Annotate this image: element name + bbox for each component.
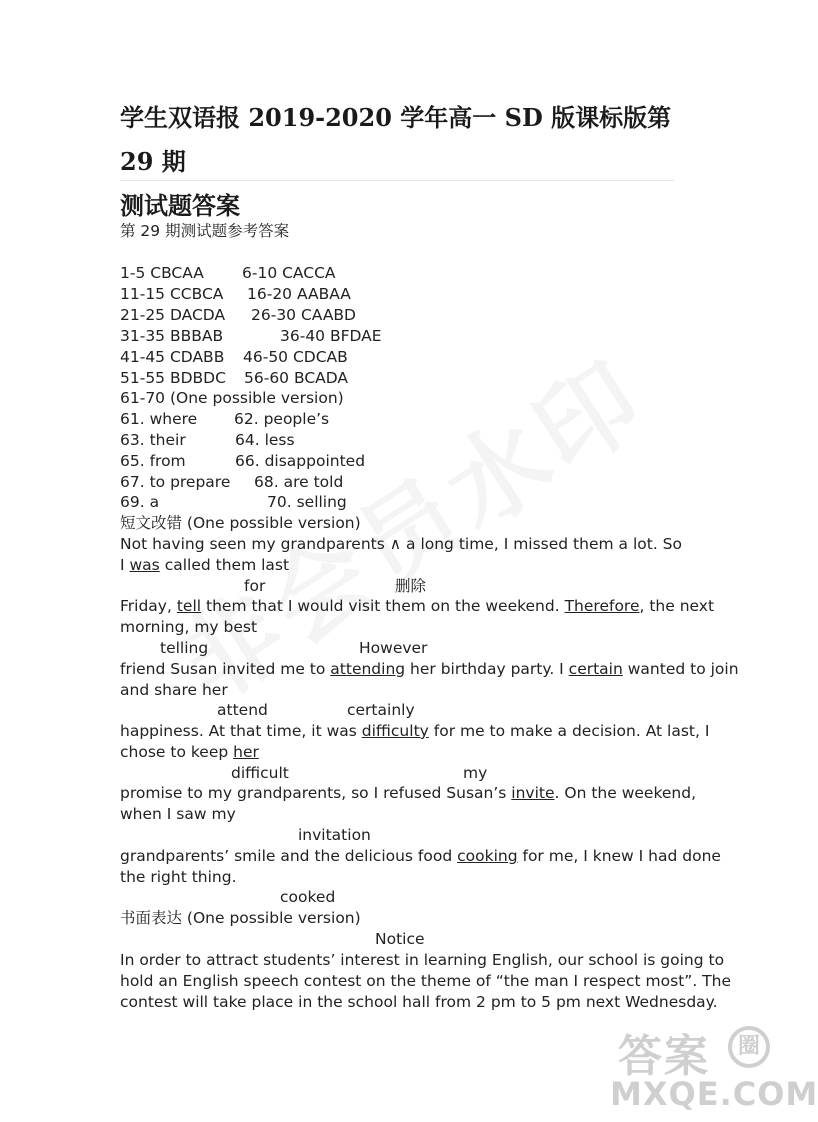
correction-line: morning, my best: [120, 618, 258, 636]
error-word: Therefore: [564, 597, 640, 615]
error-word: was: [129, 556, 160, 574]
answer-row: 31-35 BBBAB 36-40 BFDAE: [120, 327, 382, 345]
correction-fix-line: cooked: [280, 888, 336, 906]
page-title: [120, 96, 680, 228]
error-word: cooking: [457, 847, 518, 865]
correction-line: grandparents’ smile and the delicious food cooking for me, I knew I had done: [120, 847, 721, 865]
fill-header: 61-70 (One possible version): [120, 389, 344, 407]
writing-line: contest will take place in the school hall from 2 pm to 5 pm next Wednesday.: [120, 993, 718, 1011]
correction-fix-line: telling However: [160, 639, 428, 657]
correction-fix-line: invitation: [298, 826, 371, 844]
writing-line: hold an English speech contest on the theme of “the man I respect most”. The: [120, 972, 732, 990]
logo-ring-icon: 圈: [728, 1026, 770, 1068]
error-word: tell: [176, 597, 202, 615]
answer-row: 51-55 BDBDC 56-60 BCADA: [120, 369, 349, 387]
notice-title: Notice: [375, 930, 425, 948]
title-divider: [120, 180, 674, 181]
error-word: certain: [568, 660, 623, 678]
logo-text-zh: 答案: [618, 1031, 710, 1082]
correction-line: the right thing.: [120, 868, 237, 886]
section-title: 第 29 期测试题参考答案: [120, 222, 290, 240]
fill-row: 61. where 62. people’s: [120, 410, 330, 428]
site-logo: [610, 1020, 818, 1115]
fill-row: 67. to prepare 68. are told: [120, 473, 344, 491]
correction-line: happiness. At that time, it was difficulty for me to make a decision. At last, I: [120, 722, 710, 740]
writing-line: In order to attract students’ interest in learning English, our school is going to: [120, 951, 725, 969]
logo-text-en: MXQE.COM: [610, 1075, 818, 1113]
answer-row: 21-25 DACDA 26-30 CAABD: [120, 306, 356, 324]
correction-line: Friday, tell them that I would visit them on the weekend. Therefore, the next: [120, 597, 715, 615]
fill-row: 65. from 66. disappointed: [120, 452, 366, 470]
writing-header: 书面表达 (One possible version): [120, 909, 361, 927]
correction-fix-line: attend certainly: [217, 701, 415, 719]
correction-line: and share her: [120, 681, 228, 699]
error-word: her: [233, 743, 259, 761]
correction-line: chose to keep her: [120, 743, 259, 761]
correction-line: Not having seen my grandparents ∧ a long time, I missed them a lot. So: [120, 535, 682, 553]
error-word: attending: [330, 660, 406, 678]
answer-row: 41-45 CDABB 46-50 CDCAB: [120, 348, 348, 366]
correction-fix-line: for 删除: [244, 577, 427, 595]
title-line-2: 测试题答案: [120, 191, 240, 220]
fill-row: 69. a 70. selling: [120, 493, 347, 511]
correction-line: promise to my grandparents, so I refused Susan’s invite. On the weekend,: [120, 784, 696, 802]
answer-row: 11-15 CCBCA 16-20 AABAA: [120, 285, 351, 303]
answer-row: 1-5 CBCAA 6-10 CACCA: [120, 264, 336, 282]
fill-row: 63. their 64. less: [120, 431, 295, 449]
error-word: invite: [511, 784, 555, 802]
correction-header: 短文改错 (One possible version): [120, 514, 361, 532]
title-line-1: 学生双语报 2019-2020 学年高一 SD 版课标版第 29 期: [120, 103, 672, 176]
correction-fix-line: difficult my: [231, 764, 488, 782]
correction-line: when I saw my: [120, 805, 236, 823]
correction-line: friend Susan invited me to attending her birthday party. I certain wanted to join: [120, 660, 739, 678]
correction-line: I was called them last: [120, 556, 290, 574]
error-word: difficulty: [361, 722, 429, 740]
